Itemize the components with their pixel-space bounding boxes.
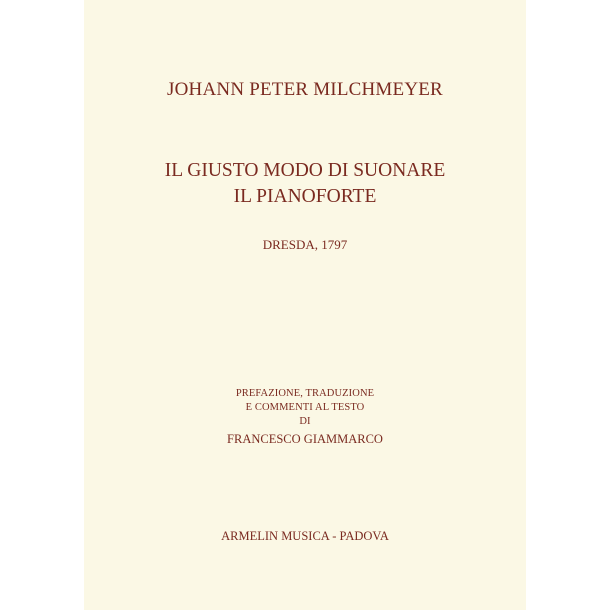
- editor-name: FRANCESCO GIAMMARCO: [227, 432, 383, 446]
- book-cover-page: [84, 0, 526, 610]
- credits-line-1: PREFAZIONE, TRADUZIONE: [235, 388, 375, 399]
- author-name: JOHANN PETER MILCHMEYER: [167, 79, 443, 100]
- place-date: DRESDA, 1797: [262, 237, 348, 252]
- credits-line-2: E COMMENTI AL TESTO: [245, 402, 365, 413]
- title-line-1: IL GIUSTO MODO DI SUONARE: [164, 160, 446, 181]
- credits-line-3: DI: [299, 416, 311, 427]
- publisher-name: ARMELIN MUSICA - PADOVA: [221, 529, 389, 543]
- title-line-2: IL PIANOFORTE: [233, 186, 377, 207]
